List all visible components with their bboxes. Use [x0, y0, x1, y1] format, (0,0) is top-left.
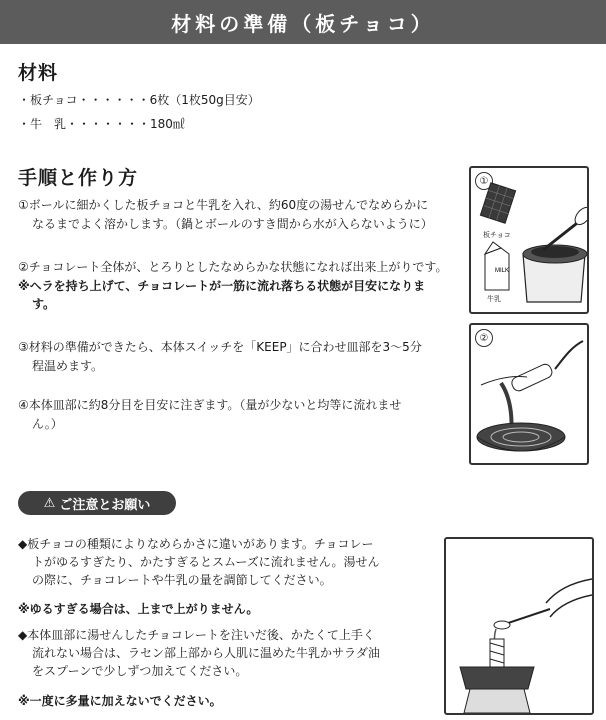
- step1-line2: なるまでよく溶かします。（鍋とボールのすき間から水が入らないように）: [32, 217, 433, 231]
- material-item-chocolate: ・板チョコ・・・・・・6枚（1枚50g目安）: [18, 93, 260, 107]
- step4-line2: ん。）: [32, 417, 63, 431]
- step2-note-line1: ※ヘラを持ち上げて、チョコレートが一筋に流れ落ちる状態が目安になりま: [18, 279, 426, 293]
- illustration-melting: [469, 166, 589, 314]
- carton-text: MILK: [495, 268, 510, 274]
- material-item-milk: ・牛 乳・・・・・・・180㎖: [18, 117, 185, 131]
- notice-title-badge: [18, 491, 176, 515]
- label-milk: 牛乳: [487, 295, 501, 303]
- step2-line1: ②チョコレート全体が、とろりとしたなめらかな状態になれば出来上がりです。: [18, 260, 448, 274]
- step1-line1: ①ボールに細かくした板チョコと牛乳を入れ、約60度の湯せんでなめらかに: [18, 198, 429, 212]
- notice-warning-1: ※ゆるすぎる場合は、上まで上がりません。: [18, 602, 259, 616]
- step3-line1: ③材料の準備ができたら、本体スイッチを「KEEP」に合わせ皿部を3〜5分: [18, 340, 422, 354]
- figure2-number: ②: [475, 329, 493, 347]
- steps-heading: 手順と作り方: [18, 167, 139, 189]
- step3-line2: 程温めます。: [32, 359, 104, 373]
- label-chocolate: 板チョコ: [483, 231, 511, 239]
- notice-title: ご注意とお願い: [59, 497, 151, 513]
- pouring-illustration: [471, 325, 587, 463]
- notice-warning-2: ※一度に多量に加えないでください。: [18, 694, 222, 708]
- notice-p1-line2: トがゆるすぎたり、かたすぎるとスムーズに流れません。湯せん: [32, 555, 380, 569]
- step2-note-line2: す。: [32, 297, 56, 311]
- notice-p2-line1: ◆本体皿部に湯せんしたチョコレートを注いだ後、かたくて上手く: [18, 628, 375, 642]
- page-title: 材料の準備（板チョコ）: [171, 11, 435, 36]
- warning-triangle-icon: ⚠: [43, 495, 56, 511]
- notice-p1-line1: ◆板チョコの種類によりなめらかさに違いがあります。チョコレー: [18, 537, 374, 551]
- figure1-number: ①: [475, 172, 493, 190]
- illustration-adding-liquid: [444, 537, 594, 715]
- notice-p2-line3: をスプーンで少しずつ加えてください。: [32, 664, 248, 678]
- spoon-machine-illustration: [446, 539, 592, 713]
- notice-p1-line3: の際に、チョコレートや牛乳の量を調節してください。: [32, 573, 332, 587]
- materials-heading: 材料: [18, 62, 59, 84]
- illustration-pouring: [469, 323, 589, 465]
- page-title-banner: [0, 0, 606, 44]
- step4-line1: ④本体皿部に約8分目を目安に注ぎます。（量が少ないと均等に流れませ: [18, 398, 402, 412]
- notice-p2-line2: 流れない場合は、ラセン部上部から人肌に温めた牛乳かサラダ油: [32, 646, 380, 660]
- melting-bowl-illustration: [471, 168, 587, 312]
